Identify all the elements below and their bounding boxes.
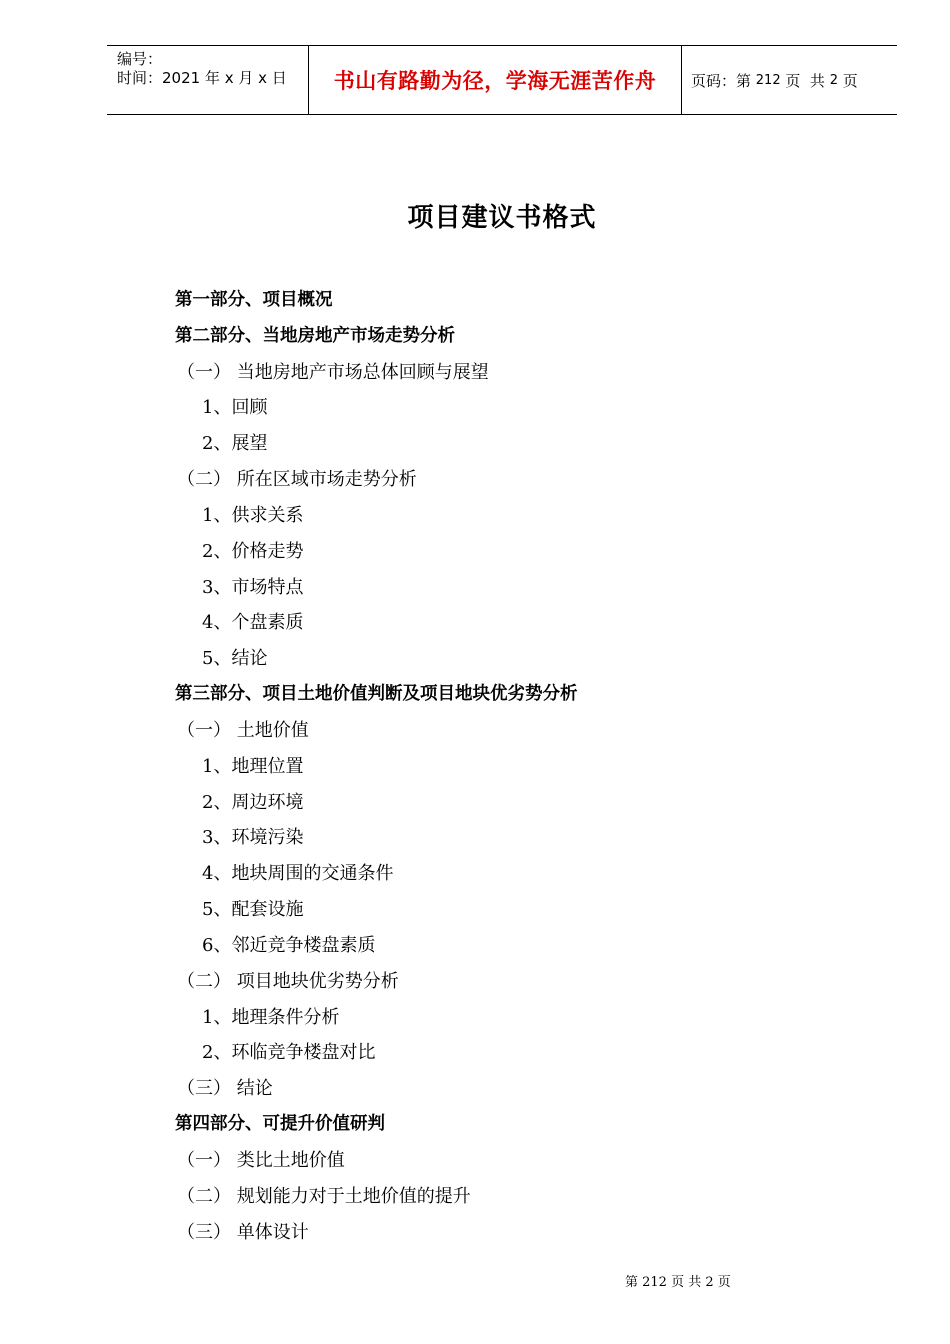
list-item: 1、回顾: [202, 397, 268, 419]
subsection-item: （三） 结论: [177, 1078, 273, 1100]
section-heading: 第一部分、项目概况: [175, 290, 333, 310]
subsection-item: （二） 所在区域市场走势分析: [177, 469, 417, 491]
list-item: 2、展望: [202, 433, 268, 455]
list-item: 2、环临竞争楼盘对比: [202, 1042, 376, 1064]
list-item: 4、个盘素质: [202, 612, 304, 634]
page-prefix: 页码：第: [691, 71, 756, 90]
document-outline: [175, 283, 875, 1250]
page-mid: 页 共: [780, 71, 830, 90]
list-item: 1、供求关系: [202, 504, 304, 526]
subsection-item: （二） 项目地块优劣势分析: [177, 970, 399, 992]
list-item: 1、地理条件分析: [202, 1006, 340, 1028]
document-title: 项目建议书格式: [407, 203, 597, 233]
subsection-item: （二） 规划能力对于土地价值的提升: [177, 1185, 471, 1207]
section-heading: 第四部分、可提升价值研判: [175, 1114, 385, 1135]
list-item: 1、地理位置: [202, 755, 304, 777]
list-item: 5、配套设施: [202, 899, 304, 921]
list-item: 2、周边环境: [202, 791, 304, 813]
list-item: 6、邻近竞争楼盘素质: [202, 934, 376, 956]
subsection-item: （一） 土地价值: [177, 719, 309, 741]
list-item: 4、地块周围的交通条件: [202, 863, 394, 885]
time-label: 时间：2021 年 x 月 x 日: [117, 69, 287, 87]
header-meta: [107, 46, 308, 114]
section-heading: 第二部分、当地房地产市场走势分析: [175, 325, 455, 346]
header-page-info: [682, 46, 897, 114]
subsection-item: （一） 类比土地价值: [177, 1149, 345, 1171]
section-heading: 第三部分、项目土地价值判断及项目地块优劣势分析: [175, 684, 578, 705]
page-footer: 第 212 页 共 2 页: [625, 1275, 731, 1290]
page-suffix: 页: [837, 71, 858, 90]
list-item: 3、市场特点: [202, 576, 304, 598]
subsection-item: （三） 单体设计: [177, 1221, 309, 1243]
page-header: [107, 45, 897, 115]
page-total: 2: [829, 72, 838, 88]
subsection-item: （一） 当地房地产市场总体回顾与展望: [177, 361, 489, 383]
list-item: 2、价格走势: [202, 540, 304, 562]
page-number: 212: [755, 72, 781, 88]
list-item: 3、环境污染: [202, 827, 304, 849]
header-motto: 书山有路勤为径，学海无涯苦作舟: [308, 46, 682, 114]
serial-label: 编号：: [117, 50, 163, 68]
list-item: 5、结论: [202, 648, 268, 670]
